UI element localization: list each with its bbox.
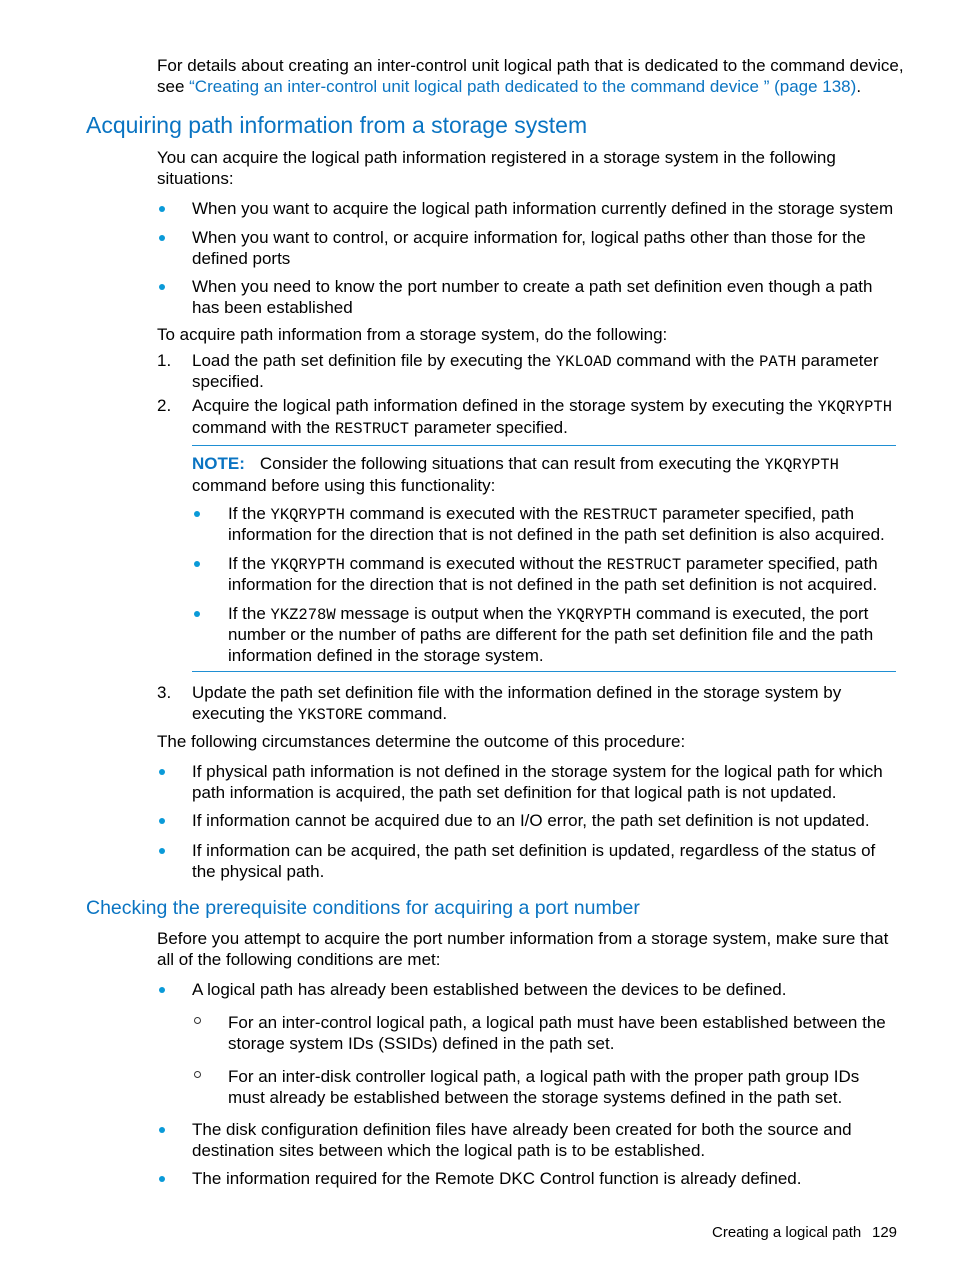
outcome-intro: The following circumstances determine the outcome of this procedure:: [157, 732, 686, 751]
note-b3-c: command is executed, the port: [631, 604, 869, 623]
command-ykload: YKLOAD: [555, 353, 612, 371]
step-3-text-a: executing the: [192, 704, 298, 723]
note-bullet-2-line-1: [228, 553, 878, 576]
intro-line-1: For details about creating an inter-control unit logical path that is dedicated to the command device,: [157, 56, 904, 75]
step-1-text-c: parameter: [796, 351, 879, 370]
condition-1: A logical path has already been established between the devices to be defined.: [192, 980, 787, 999]
note-b3-a: If the: [228, 604, 271, 623]
bullet-icon: [159, 1176, 165, 1182]
step-1-text-a: Load the path set definition file by executing the: [192, 351, 556, 370]
section2-para-line-2: all of the following conditions are met:: [157, 950, 441, 969]
section-heading-prerequisite-conditions: Checking the prerequisite conditions for acquiring a port number: [86, 897, 640, 919]
note-bullet-3-line-3: information defined in the storage system.: [228, 646, 544, 665]
note-top-rule: [192, 445, 896, 446]
step-3-text-b: command.: [362, 704, 448, 723]
section1-para-line-2: situations:: [157, 169, 234, 188]
page-number: 129: [872, 1224, 898, 1241]
message-ykz278w: YKZ278W: [270, 606, 336, 624]
step-2-text-a: Acquire the logical path information defined in the storage system by executing the: [192, 396, 818, 415]
bullet-icon: [159, 235, 165, 241]
note-b2-c: parameter specified, path: [681, 554, 878, 573]
cross-reference-link[interactable]: “Creating an inter-control unit logical path dedicated to the command device ” (page 138): [189, 77, 857, 96]
note-bullet-1-line-1: [228, 503, 854, 526]
sub-condition-1-line-1: For an inter-control logical path, a logical path must have been established between the: [228, 1013, 886, 1032]
situation-2-line-1: When you want to control, or acquire information for, logical paths other than those for the: [192, 228, 866, 247]
sub-condition-1-line-2: storage system IDs (SSIDs) defined in the path set.: [228, 1034, 615, 1053]
command-ykqrypth: YKQRYPTH: [556, 606, 632, 624]
outcome-3-line-1: If information can be acquired, the path set definition is updated, regardless of the status of: [192, 841, 876, 860]
situation-2-line-2: defined ports: [192, 249, 291, 268]
section-heading-acquiring-path: Acquiring path information from a storage system: [86, 112, 588, 138]
procedure-intro: To acquire path information from a storage system, do the following:: [157, 325, 668, 344]
note-label: NOTE:: [192, 454, 245, 473]
section1-para-line-1: You can acquire the logical path information registered in a storage system in the following: [157, 148, 836, 167]
bullet-icon: [159, 769, 165, 775]
note-bullet-2-line-2: information for the direction that is not defined in the path set definition is not acquired.: [228, 575, 878, 594]
outcome-2: If information cannot be acquired due to an I/O error, the path set definition is not updated.: [192, 811, 870, 830]
intro-see: see: [157, 77, 190, 96]
note-bullet-1-line-2: information for the direction that is not defined in the path set definition is also acquired.: [228, 525, 885, 544]
intro-line-2: [157, 76, 861, 97]
command-ykqrypth: YKQRYPTH: [270, 556, 345, 574]
command-ykqrypth: YKQRYPTH: [764, 456, 839, 474]
step-2-text-c: parameter specified.: [409, 418, 568, 437]
sub-bullet-icon: [194, 1017, 201, 1024]
note-line-2: command before using this functionality:: [192, 476, 496, 495]
step-2-text-b: command with the: [192, 418, 335, 437]
note-b1-c: parameter specified, path: [657, 504, 855, 523]
note-bullet-3-line-2: number or the number of paths are different for the path set definition file and the path: [228, 625, 874, 644]
outcome-1-line-1: If physical path information is not defined in the storage system for the logical path for which: [192, 762, 883, 781]
step-3-line-2: [192, 703, 447, 726]
outcome-1-line-2: path information is acquired, the path set definition for that logical path is not updated.: [192, 783, 837, 802]
note-line-1: [192, 453, 839, 476]
command-ykqrypth: YKQRYPTH: [817, 398, 893, 416]
section2-para-line-1: Before you attempt to acquire the port number information from a storage system, make sure that: [157, 929, 889, 948]
footer-section-title: Creating a logical path: [712, 1224, 862, 1241]
condition-3: The information required for the Remote DKC Control function is already defined.: [192, 1169, 802, 1188]
note-b1-b: command is executed with the: [344, 504, 584, 523]
bullet-icon: [159, 987, 165, 993]
command-ykstore: YKSTORE: [297, 706, 363, 724]
sub-bullet-icon: [194, 1071, 201, 1078]
step-1-line-1: [192, 350, 879, 373]
intro-period: .: [856, 77, 862, 96]
note-b2-b: command is executed without the: [344, 554, 607, 573]
bullet-icon: [159, 818, 165, 824]
sub-condition-2-line-2: must already be established between the storage systems defined in the path set.: [228, 1088, 843, 1107]
note-b3-b: message is output when the: [335, 604, 557, 623]
step-3-number: 3.: [157, 683, 172, 702]
bullet-icon: [159, 848, 165, 854]
command-ykqrypth: YKQRYPTH: [270, 506, 345, 524]
step-3-line-1: Update the path set definition file with the information defined in the storage system by: [192, 683, 842, 702]
param-path: PATH: [759, 353, 797, 371]
step-1-line-2: specified.: [192, 372, 264, 391]
bullet-icon: [194, 511, 200, 517]
note-bullet-3-line-1: [228, 603, 868, 626]
outcome-3-line-2: the physical path.: [192, 862, 325, 881]
param-restruct: RESTRUCT: [583, 506, 658, 524]
note-bottom-rule: [192, 671, 896, 672]
condition-2-line-1: The disk configuration definition files have already been created for both the source and: [192, 1120, 852, 1139]
step-1-text-b: command with the: [611, 351, 760, 370]
note-b2-a: If the: [228, 554, 271, 573]
bullet-icon: [194, 611, 200, 617]
situation-3-line-1: When you need to know the port number to create a path set definition even though a path: [192, 277, 873, 296]
situation-3-line-2: has been established: [192, 298, 353, 317]
situation-1: When you want to acquire the logical path information currently defined in the storage system: [192, 199, 894, 218]
bullet-icon: [159, 1127, 165, 1133]
note-b1-a: If the: [228, 504, 271, 523]
note-text-a: Consider the following situations that can result from executing the: [259, 454, 765, 473]
step-2-line-1: [192, 395, 892, 418]
bullet-icon: [159, 206, 165, 212]
step-2-line-2: [192, 417, 568, 440]
param-restruct: RESTRUCT: [334, 420, 410, 438]
param-restruct: RESTRUCT: [606, 556, 682, 574]
step-2-number: 2.: [157, 396, 172, 415]
condition-2-line-2: destination sites between which the logical path is to be established.: [192, 1141, 706, 1160]
step-1-number: 1.: [157, 351, 172, 370]
sub-condition-2-line-1: For an inter-disk controller logical path, a logical path with the proper path group IDs: [228, 1067, 860, 1086]
bullet-icon: [159, 284, 165, 290]
bullet-icon: [194, 561, 200, 567]
